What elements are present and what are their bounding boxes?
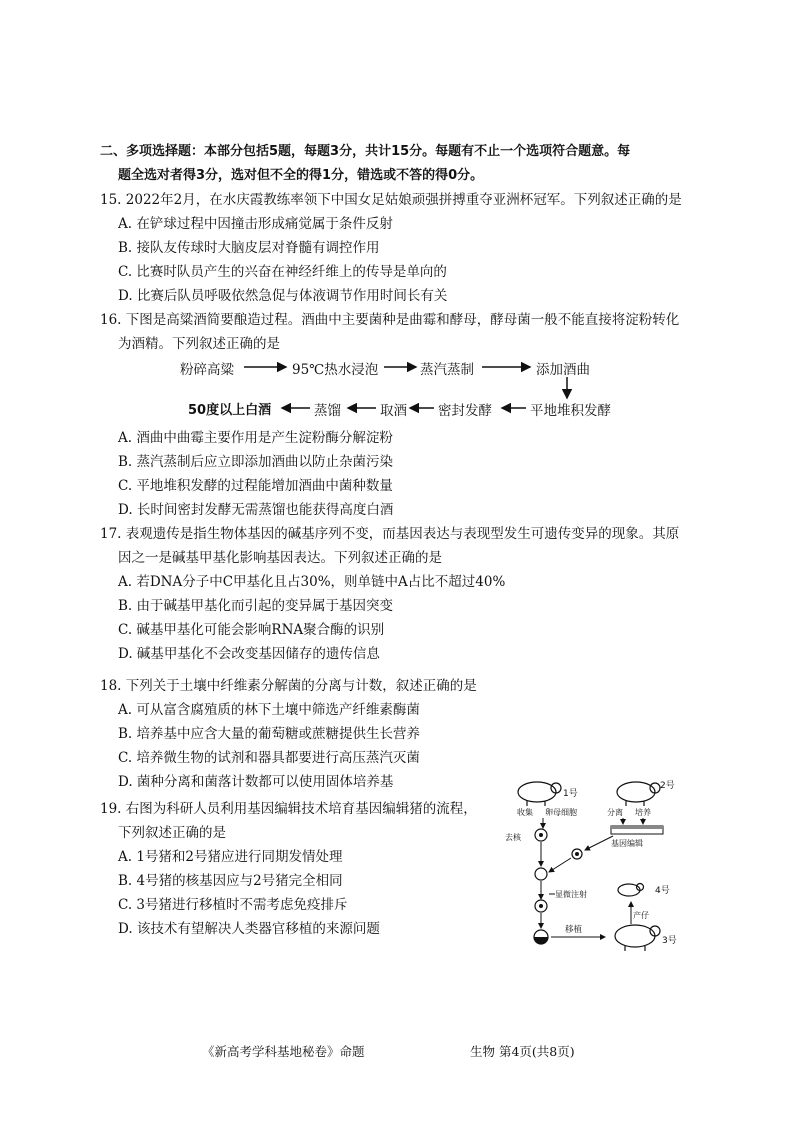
pig-2-label: 2号 — [660, 781, 675, 791]
footer-source: 《新高考学科基地秘卷》命题 — [202, 1044, 365, 1059]
culture-label: 培养 — [635, 808, 651, 817]
pig-1-label: 1号 — [563, 789, 578, 799]
gene-edit-label: 基因编辑 — [611, 839, 643, 848]
embryo-icon — [535, 900, 547, 912]
q18-option-b: B. 培养基中应含大量的葡萄糖或蔗糖提供生长营养 — [118, 726, 421, 742]
section-header-line1: 二、多项选择题：本部分包括5题，每题3分，共计15分。每题有不止一个选项符合题意。每 — [100, 144, 631, 159]
culture-plate-icon — [611, 826, 663, 834]
oocyte-label: 卵母细胞 — [545, 808, 577, 817]
q19-stem-line2: 下列叙述正确的是 — [118, 825, 226, 841]
flow-step-1: 粉碎高粱 — [180, 362, 234, 378]
flow-step-6: 密封发酵 — [438, 403, 492, 419]
pig-4-label: 4号 — [655, 886, 670, 896]
q16-stem-line1: 16. 下图是高粱酒简要酿造过程。酒曲中主要菌种是曲霉和酵母，酵母菌一般不能直接将淀粉转化 — [100, 312, 680, 328]
q17-option-d: D. 碱基甲基化不会改变基因储存的遗传信息 — [118, 646, 380, 662]
flow-step-3: 蒸汽蒸制 — [420, 362, 474, 378]
flow-step-5: 平地堆积发酵 — [530, 403, 611, 419]
collect-label: 收集 — [517, 808, 533, 817]
q16-stem-line2: 为酒精。下列叙述正确的是 — [118, 336, 280, 352]
pig-1-icon — [518, 782, 561, 806]
q18-stem: 18. 下列关于土壤中纤维素分解菌的分离与计数，叙述正确的是 — [100, 678, 477, 694]
q16-option-c: C. 平地堆积发酵的过程能增加酒曲中菌种数量 — [118, 478, 393, 494]
transplant-label: 移植 — [565, 925, 583, 935]
edited-cell-icon — [572, 849, 582, 859]
q15-option-b: B. 接队友传球时大脑皮层对脊髓有调控作用 — [118, 240, 380, 256]
q17-stem-line1: 17. 表观遗传是指生物体基因的碱基序列不变，而基因表达与表现型发生可遗传变异的现象。其原 — [100, 526, 680, 542]
q17-option-c: C. 碱基甲基化可能会影响RNA聚合酶的识别 — [118, 622, 385, 638]
q18-option-c: C. 培养微生物的试剂和器具都要进行高压蒸汽灭菌 — [118, 750, 420, 766]
q16-option-d: D. 长时间密封发酵无需蒸馏也能获得高度白酒 — [118, 502, 394, 518]
q18-option-d: D. 菌种分离和菌落计数都可以使用固体培养基 — [118, 774, 394, 790]
q19-option-b: B. 4号猪的核基因应与2号猪完全相同 — [118, 873, 343, 889]
flow-step-2: 95℃热水浸泡 — [292, 362, 379, 378]
q17-option-b: B. 由于碱基甲基化而引起的变异属于基因突变 — [118, 598, 394, 614]
enucleated-egg-icon — [535, 868, 547, 880]
q16-option-b: B. 蒸汽蒸制后应立即添加酒曲以防止杂菌污染 — [118, 454, 394, 470]
q15-option-c: C. 比赛时队员产生的兴奋在神经纤维上的传导是单向的 — [118, 264, 447, 280]
flow-step-9: 50度以上白酒 — [188, 403, 272, 418]
footer-page-number: 生物 第4页(共8页) — [470, 1044, 575, 1059]
q19-option-a: A. 1号猪和2号猪应进行同期发情处理 — [118, 849, 343, 865]
enucleate-label: 去核 — [505, 833, 521, 842]
q15-option-d: D. 比赛后队员呼吸依然急促与体液调节作用时间长有关 — [118, 288, 448, 304]
gene-editing-pig-diagram — [505, 778, 680, 953]
birth-label: 产仔 — [633, 911, 649, 920]
q15-stem: 15. 2022年2月，在水庆霞教练率领下中国女足姑娘顽强拼搏重夺亚洲杯冠军。下列叙述正确的是 — [100, 192, 682, 208]
brewing-flowchart — [180, 356, 650, 418]
pig-4-icon — [618, 884, 644, 897]
pig-3-label: 3号 — [662, 936, 677, 946]
flow-step-7: 取酒 — [380, 403, 407, 419]
q18-option-a: A. 可从富含腐殖质的林下土壤中筛选产纤维素酶菌 — [118, 702, 420, 718]
q17-stem-line2: 因之一是碱基甲基化影响基因表达。下列叙述正确的是 — [118, 550, 442, 566]
q19-option-c: C. 3号猪进行移植时不需考虑免疫排斥 — [118, 897, 348, 913]
microinject-label: 显微注射 — [555, 890, 587, 899]
q19-stem-line1: 19. 右图为科研人员利用基因编辑技术培育基因编辑猪的流程， — [100, 801, 477, 817]
q19-option-d: D. 该技术有望解决人类器官移植的来源问题 — [118, 921, 380, 937]
section-header-line2: 题全选对者得3分，选对但不全的得1分，错选或不答的得0分。 — [118, 168, 484, 183]
blastocyst-icon — [534, 930, 548, 944]
pig-3-icon — [615, 925, 660, 951]
q15-option-a: A. 在铲球过程中因撞击形成痛觉属于条件反射 — [118, 216, 393, 232]
oocyte-icon — [535, 829, 547, 841]
q16-option-a: A. 酒曲中曲霉主要作用是产生淀粉酶分解淀粉 — [118, 430, 393, 446]
pig-2-icon — [617, 782, 660, 806]
flow-step-4: 添加酒曲 — [536, 362, 590, 378]
flow-step-8: 蒸馏 — [314, 403, 341, 419]
q17-option-a: A. 若DNA分子中C甲基化且占30%，则单链中A占比不超过40% — [118, 574, 506, 590]
separate-label: 分离 — [607, 808, 623, 817]
